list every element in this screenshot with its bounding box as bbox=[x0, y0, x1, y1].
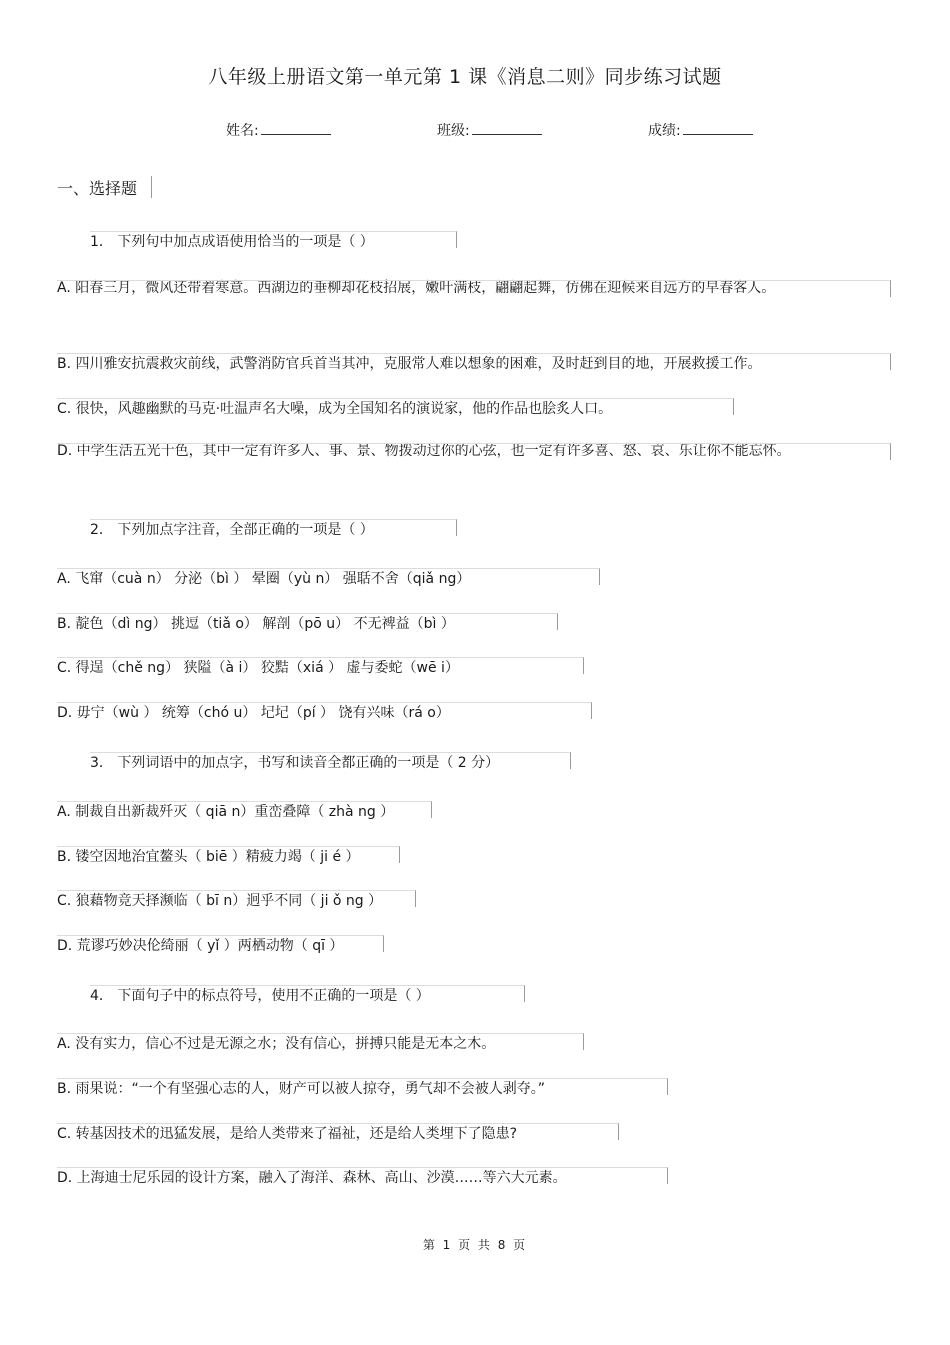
question-4-stem: 4． 下面句子中的标点符号，使用不正确的一项是（ ） bbox=[90, 988, 430, 1004]
page-footer: 第 1 页 共 8 页 bbox=[422, 1238, 528, 1252]
question-4-option-c: C. 转基因技术的迅猛发展，是给人类带来了福祉，还是给人类埋下了隐患? bbox=[57, 1126, 518, 1142]
option-rule bbox=[57, 443, 891, 460]
option-rule bbox=[57, 1033, 584, 1050]
question-1-option-a: A. 阳春三月，微风还带着寒意。西湖边的垂柳却花枝招展，嫩叶满枝，翩翩起舞，仿佛在迎候来自远方的早春客人。 bbox=[57, 280, 776, 296]
question-3-option-b: B. 镂空因地治宜鳌头（ biē ）精疲力竭（ ji é ） bbox=[57, 849, 360, 865]
score-label: 成绩: bbox=[648, 123, 681, 139]
option-rule bbox=[57, 935, 384, 952]
question-rule bbox=[90, 231, 457, 248]
option-rule bbox=[57, 1123, 619, 1140]
name-label: 姓名: bbox=[226, 123, 259, 139]
question-4-option-a: A. 没有实力，信心不过是无源之水；没有信心，拼搏只能是无本之木。 bbox=[57, 1036, 496, 1052]
option-rule bbox=[57, 398, 734, 415]
question-2-stem: 2． 下列加点字注音，全部正确的一项是（ ） bbox=[90, 522, 374, 538]
option-rule bbox=[57, 613, 558, 630]
class-blank bbox=[472, 120, 542, 135]
question-3-option-a: A. 制裁自出新裁歼灭（ qiā n）重峦叠障（ zhà ng ） bbox=[57, 804, 395, 820]
question-1-option-b: B. 四川雅安抗震救灾前线，武警消防官兵首当其冲，克服常人难以想象的困难，及时赶到目的地，开展救援工作。 bbox=[57, 356, 762, 372]
option-rule bbox=[57, 846, 400, 863]
class-field bbox=[437, 120, 542, 140]
section-title: 一、选择题 bbox=[57, 179, 138, 198]
question-4-option-b: B. 雨果说：“一个有坚强心志的人，财产可以被人掠夺，勇气却不会被人剥夺。” bbox=[57, 1081, 546, 1097]
question-rule bbox=[90, 752, 571, 769]
question-2-option-c: C. 得逞（chě ng） 狭隘（à i） 狡黠（xiá ） 虚与委蛇（wē i） bbox=[57, 660, 459, 676]
option-rule bbox=[57, 353, 891, 370]
score-field bbox=[648, 120, 753, 140]
option-rule bbox=[57, 1167, 668, 1184]
question-rule bbox=[90, 985, 525, 1002]
question-2-option-a: A. 飞窜（cuà n） 分泌（bì ） 晕圈（yù n） 强聒不舍（qiǎ ng） bbox=[57, 571, 471, 587]
section-rule bbox=[150, 176, 152, 198]
question-2-option-b: B. 靛色（dì ng） 挑逗（tiǎ o） 解剖（pō u） 不无裨益（bì ） bbox=[57, 616, 455, 632]
question-2-option-d: D. 毋宁（wù ） 统筹（chó u） 圮圮（pí ） 饶有兴味（rá o） bbox=[57, 705, 450, 721]
score-blank bbox=[683, 120, 753, 135]
name-field bbox=[226, 120, 331, 140]
option-rule bbox=[57, 801, 432, 818]
question-3-stem: 3． 下列词语中的加点字，书写和读音全都正确的一项是（ 2 分） bbox=[90, 755, 500, 771]
name-blank bbox=[261, 120, 331, 135]
question-3-option-c: C. 狼藉物竞天择濒临（ bī n）迥乎不同（ ji ǒ ng ） bbox=[57, 893, 383, 909]
option-rule bbox=[57, 702, 592, 719]
option-rule bbox=[57, 657, 584, 674]
question-1-option-d: D. 中学生活五光十色，其中一定有许多人、事、景、物拨动过你的心弦，也一定有许多喜、怒、哀、乐让你不能忘怀。 bbox=[57, 443, 791, 459]
question-3-option-d: D. 荒谬巧妙决伦绮丽（ yǐ ）两栖动物（ qī ） bbox=[57, 938, 344, 954]
class-label: 班级: bbox=[437, 123, 470, 139]
option-rule bbox=[57, 890, 416, 907]
question-rule bbox=[90, 519, 457, 536]
question-1-option-c: C. 很快，风趣幽默的马克·吐温声名大噪，成为全国知名的演说家，他的作品也脍炙人口。 bbox=[57, 401, 613, 417]
option-rule bbox=[57, 280, 891, 297]
question-4-option-d: D. 上海迪士尼乐园的设计方案，融入了海洋、森林、高山、沙漠……等六大元素。 bbox=[57, 1170, 567, 1186]
option-rule bbox=[57, 568, 600, 585]
page-title: 八年级上册语文第一单元第 1 课《消息二则》同步练习试题 bbox=[208, 66, 722, 88]
question-1-stem: 1． 下列句中加点成语使用恰当的一项是（ ） bbox=[90, 234, 374, 250]
option-rule bbox=[57, 1078, 668, 1095]
